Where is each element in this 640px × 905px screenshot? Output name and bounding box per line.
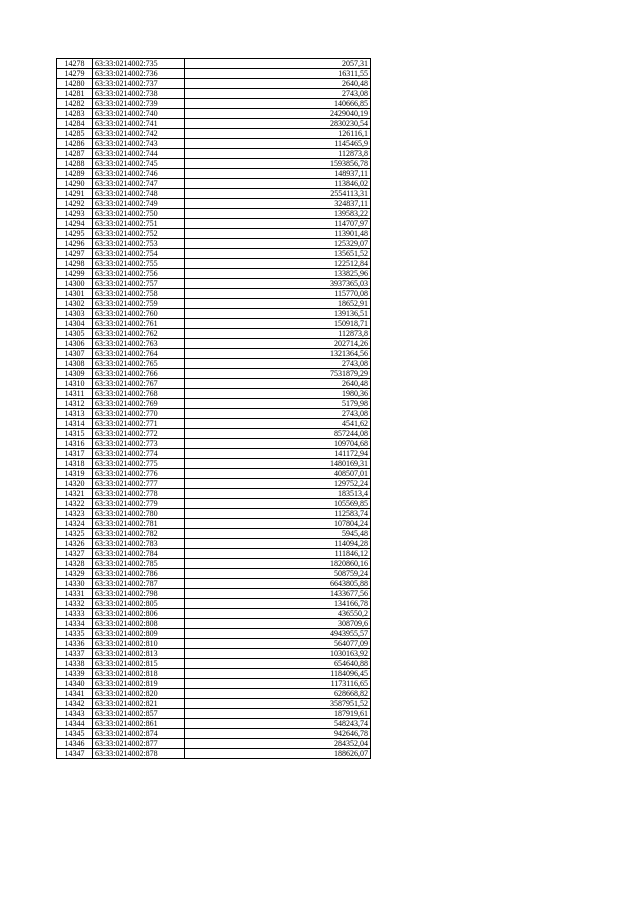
- table-row: [57, 379, 371, 389]
- table-row: [57, 659, 371, 669]
- row-number-cell: 14281: [57, 89, 93, 99]
- row-number-cell: 14285: [57, 129, 93, 139]
- cadastral-number-cell: 63:33:0214002:787: [93, 579, 185, 589]
- value-cell: 1321364,56: [185, 349, 371, 359]
- table-row: [57, 559, 371, 569]
- cadastral-value-table: [56, 58, 371, 759]
- table-row: [57, 639, 371, 649]
- value-cell: 284352,04: [185, 739, 371, 749]
- cadastral-number-cell: 63:33:0214002:754: [93, 249, 185, 259]
- row-number-cell: 14286: [57, 139, 93, 149]
- value-cell: 16311,55: [185, 69, 371, 79]
- cadastral-number-cell: 63:33:0214002:750: [93, 209, 185, 219]
- cadastral-number-cell: 63:33:0214002:749: [93, 199, 185, 209]
- cadastral-number-cell: 63:33:0214002:741: [93, 119, 185, 129]
- row-number-cell: 14326: [57, 539, 93, 549]
- row-number-cell: 14320: [57, 479, 93, 489]
- row-number-cell: 14283: [57, 109, 93, 119]
- value-cell: 112873,8: [185, 149, 371, 159]
- table-row: [57, 509, 371, 519]
- value-cell: 308709,6: [185, 619, 371, 629]
- row-number-cell: 14329: [57, 569, 93, 579]
- cadastral-number-cell: 63:33:0214002:781: [93, 519, 185, 529]
- value-cell: 148937,11: [185, 169, 371, 179]
- row-number-cell: 14343: [57, 709, 93, 719]
- table-row: [57, 449, 371, 459]
- table-row: [57, 169, 371, 179]
- cadastral-number-cell: 63:33:0214002:747: [93, 179, 185, 189]
- row-number-cell: 14316: [57, 439, 93, 449]
- row-number-cell: 14346: [57, 739, 93, 749]
- table-row: [57, 149, 371, 159]
- row-number-cell: 14293: [57, 209, 93, 219]
- cadastral-number-cell: 63:33:0214002:758: [93, 289, 185, 299]
- cadastral-number-cell: 63:33:0214002:861: [93, 719, 185, 729]
- value-cell: 107804,24: [185, 519, 371, 529]
- table-row: [57, 729, 371, 739]
- row-number-cell: 14291: [57, 189, 93, 199]
- table-row: [57, 499, 371, 509]
- table-row: [57, 459, 371, 469]
- value-cell: 2429040,19: [185, 109, 371, 119]
- row-number-cell: 14296: [57, 239, 93, 249]
- value-cell: 112583,74: [185, 509, 371, 519]
- cadastral-number-cell: 63:33:0214002:809: [93, 629, 185, 639]
- table-row: [57, 219, 371, 229]
- cadastral-number-cell: 63:33:0214002:770: [93, 409, 185, 419]
- table-row: [57, 699, 371, 709]
- row-number-cell: 14344: [57, 719, 93, 729]
- value-cell: 2554113,31: [185, 189, 371, 199]
- cadastral-number-cell: 63:33:0214002:756: [93, 269, 185, 279]
- row-number-cell: 14301: [57, 289, 93, 299]
- table-row: [57, 569, 371, 579]
- row-number-cell: 14298: [57, 259, 93, 269]
- cadastral-number-cell: 63:33:0214002:763: [93, 339, 185, 349]
- row-number-cell: 14290: [57, 179, 93, 189]
- row-number-cell: 14317: [57, 449, 93, 459]
- value-cell: 2830230,54: [185, 119, 371, 129]
- row-number-cell: 14292: [57, 199, 93, 209]
- row-number-cell: 14331: [57, 589, 93, 599]
- table-row: [57, 259, 371, 269]
- table-row: [57, 269, 371, 279]
- row-number-cell: 14278: [57, 59, 93, 69]
- table-row: [57, 349, 371, 359]
- table-row: [57, 79, 371, 89]
- table-row: [57, 429, 371, 439]
- cadastral-number-cell: 63:33:0214002:740: [93, 109, 185, 119]
- table-row: [57, 209, 371, 219]
- value-cell: 2743,08: [185, 89, 371, 99]
- cadastral-number-cell: 63:33:0214002:737: [93, 79, 185, 89]
- cadastral-number-cell: 63:33:0214002:748: [93, 189, 185, 199]
- value-cell: 6643805,88: [185, 579, 371, 589]
- table-row: [57, 439, 371, 449]
- value-cell: 1980,36: [185, 389, 371, 399]
- value-cell: 7531879,29: [185, 369, 371, 379]
- row-number-cell: 14333: [57, 609, 93, 619]
- value-cell: 1480169,31: [185, 459, 371, 469]
- row-number-cell: 14339: [57, 669, 93, 679]
- table-row: [57, 389, 371, 399]
- table-row: [57, 359, 371, 369]
- value-cell: 105569,85: [185, 499, 371, 509]
- cadastral-number-cell: 63:33:0214002:751: [93, 219, 185, 229]
- table-row: [57, 319, 371, 329]
- row-number-cell: 14341: [57, 689, 93, 699]
- table-row: [57, 749, 371, 759]
- row-number-cell: 14319: [57, 469, 93, 479]
- table-body: [57, 59, 371, 759]
- value-cell: 2640,48: [185, 379, 371, 389]
- value-cell: 141172,94: [185, 449, 371, 459]
- table-row: [57, 709, 371, 719]
- table-row: [57, 479, 371, 489]
- table-row: [57, 739, 371, 749]
- value-cell: 2743,08: [185, 409, 371, 419]
- value-cell: 187919,61: [185, 709, 371, 719]
- cadastral-number-cell: 63:33:0214002:810: [93, 639, 185, 649]
- table-row: [57, 339, 371, 349]
- value-cell: 150918,71: [185, 319, 371, 329]
- cadastral-number-cell: 63:33:0214002:745: [93, 159, 185, 169]
- value-cell: 114094,28: [185, 539, 371, 549]
- row-number-cell: 14335: [57, 629, 93, 639]
- row-number-cell: 14295: [57, 229, 93, 239]
- value-cell: 126116,1: [185, 129, 371, 139]
- row-number-cell: 14338: [57, 659, 93, 669]
- cadastral-number-cell: 63:33:0214002:736: [93, 69, 185, 79]
- table-row: [57, 599, 371, 609]
- table-row: [57, 489, 371, 499]
- cadastral-number-cell: 63:33:0214002:743: [93, 139, 185, 149]
- value-cell: 408507,01: [185, 469, 371, 479]
- value-cell: 1173116,65: [185, 679, 371, 689]
- cadastral-number-cell: 63:33:0214002:776: [93, 469, 185, 479]
- table-row: [57, 399, 371, 409]
- value-cell: 125329,07: [185, 239, 371, 249]
- table-row: [57, 289, 371, 299]
- row-number-cell: 14330: [57, 579, 93, 589]
- cadastral-number-cell: 63:33:0214002:785: [93, 559, 185, 569]
- cadastral-number-cell: 63:33:0214002:815: [93, 659, 185, 669]
- value-cell: 135651,52: [185, 249, 371, 259]
- table-row: [57, 629, 371, 639]
- row-number-cell: 14314: [57, 419, 93, 429]
- row-number-cell: 14305: [57, 329, 93, 339]
- cadastral-number-cell: 63:33:0214002:783: [93, 539, 185, 549]
- cadastral-number-cell: 63:33:0214002:772: [93, 429, 185, 439]
- table-row: [57, 419, 371, 429]
- value-cell: 134166,78: [185, 599, 371, 609]
- value-cell: 4943955,57: [185, 629, 371, 639]
- row-number-cell: 14340: [57, 679, 93, 689]
- value-cell: 111846,12: [185, 549, 371, 559]
- value-cell: 3937365,03: [185, 279, 371, 289]
- cadastral-number-cell: 63:33:0214002:777: [93, 479, 185, 489]
- cadastral-number-cell: 63:33:0214002:742: [93, 129, 185, 139]
- row-number-cell: 14322: [57, 499, 93, 509]
- value-cell: 140666,85: [185, 99, 371, 109]
- cadastral-number-cell: 63:33:0214002:874: [93, 729, 185, 739]
- cadastral-number-cell: 63:33:0214002:752: [93, 229, 185, 239]
- row-number-cell: 14337: [57, 649, 93, 659]
- table-row: [57, 719, 371, 729]
- row-number-cell: 14289: [57, 169, 93, 179]
- row-number-cell: 14297: [57, 249, 93, 259]
- value-cell: 3587951,52: [185, 699, 371, 709]
- cadastral-number-cell: 63:33:0214002:739: [93, 99, 185, 109]
- table-row: [57, 539, 371, 549]
- cadastral-number-cell: 63:33:0214002:762: [93, 329, 185, 339]
- table-row: [57, 279, 371, 289]
- cadastral-number-cell: 63:33:0214002:764: [93, 349, 185, 359]
- value-cell: 113846,02: [185, 179, 371, 189]
- table-row: [57, 549, 371, 559]
- cadastral-number-cell: 63:33:0214002:779: [93, 499, 185, 509]
- table-row: [57, 689, 371, 699]
- row-number-cell: 14347: [57, 749, 93, 759]
- value-cell: 436550,2: [185, 609, 371, 619]
- table-row: [57, 89, 371, 99]
- value-cell: 1820860,16: [185, 559, 371, 569]
- cadastral-number-cell: 63:33:0214002:761: [93, 319, 185, 329]
- cadastral-number-cell: 63:33:0214002:798: [93, 589, 185, 599]
- row-number-cell: 14287: [57, 149, 93, 159]
- row-number-cell: 14303: [57, 309, 93, 319]
- row-number-cell: 14308: [57, 359, 93, 369]
- row-number-cell: 14327: [57, 549, 93, 559]
- value-cell: 1433677,56: [185, 589, 371, 599]
- value-cell: 654640,88: [185, 659, 371, 669]
- table-row: [57, 609, 371, 619]
- value-cell: 857244,08: [185, 429, 371, 439]
- row-number-cell: 14312: [57, 399, 93, 409]
- row-number-cell: 14304: [57, 319, 93, 329]
- cadastral-number-cell: 63:33:0214002:786: [93, 569, 185, 579]
- row-number-cell: 14324: [57, 519, 93, 529]
- value-cell: 115770,08: [185, 289, 371, 299]
- table-row: [57, 519, 371, 529]
- value-cell: 5179,98: [185, 399, 371, 409]
- cadastral-number-cell: 63:33:0214002:768: [93, 389, 185, 399]
- row-number-cell: 14313: [57, 409, 93, 419]
- cadastral-number-cell: 63:33:0214002:784: [93, 549, 185, 559]
- table-row: [57, 679, 371, 689]
- cadastral-number-cell: 63:33:0214002:765: [93, 359, 185, 369]
- cadastral-number-cell: 63:33:0214002:819: [93, 679, 185, 689]
- cadastral-number-cell: 63:33:0214002:813: [93, 649, 185, 659]
- value-cell: 183513,4: [185, 489, 371, 499]
- value-cell: 139136,51: [185, 309, 371, 319]
- value-cell: 18652,91: [185, 299, 371, 309]
- table-row: [57, 369, 371, 379]
- cadastral-number-cell: 63:33:0214002:805: [93, 599, 185, 609]
- table-row: [57, 249, 371, 259]
- table-row: [57, 469, 371, 479]
- cadastral-number-cell: 63:33:0214002:878: [93, 749, 185, 759]
- value-cell: 2057,31: [185, 59, 371, 69]
- value-cell: 133825,96: [185, 269, 371, 279]
- row-number-cell: 14311: [57, 389, 93, 399]
- cadastral-number-cell: 63:33:0214002:759: [93, 299, 185, 309]
- row-number-cell: 14288: [57, 159, 93, 169]
- value-cell: 109704,68: [185, 439, 371, 449]
- row-number-cell: 14307: [57, 349, 93, 359]
- row-number-cell: 14318: [57, 459, 93, 469]
- row-number-cell: 14328: [57, 559, 93, 569]
- value-cell: 4541,62: [185, 419, 371, 429]
- table-row: [57, 409, 371, 419]
- table-row: [57, 159, 371, 169]
- value-cell: 188626,07: [185, 749, 371, 759]
- cadastral-number-cell: 63:33:0214002:820: [93, 689, 185, 699]
- row-number-cell: 14279: [57, 69, 93, 79]
- value-cell: 324837,11: [185, 199, 371, 209]
- table-row: [57, 59, 371, 69]
- cadastral-number-cell: 63:33:0214002:818: [93, 669, 185, 679]
- value-cell: 122512,84: [185, 259, 371, 269]
- cadastral-number-cell: 63:33:0214002:774: [93, 449, 185, 459]
- row-number-cell: 14300: [57, 279, 93, 289]
- table-row: [57, 139, 371, 149]
- value-cell: 564077,09: [185, 639, 371, 649]
- cadastral-number-cell: 63:33:0214002:806: [93, 609, 185, 619]
- row-number-cell: 14294: [57, 219, 93, 229]
- cadastral-number-cell: 63:33:0214002:760: [93, 309, 185, 319]
- cadastral-number-cell: 63:33:0214002:735: [93, 59, 185, 69]
- cadastral-number-cell: 63:33:0214002:773: [93, 439, 185, 449]
- cadastral-number-cell: 63:33:0214002:766: [93, 369, 185, 379]
- table-row: [57, 229, 371, 239]
- table-row: [57, 179, 371, 189]
- value-cell: 1593856,78: [185, 159, 371, 169]
- cadastral-number-cell: 63:33:0214002:767: [93, 379, 185, 389]
- cadastral-number-cell: 63:33:0214002:757: [93, 279, 185, 289]
- row-number-cell: 14321: [57, 489, 93, 499]
- table-row: [57, 329, 371, 339]
- table-row: [57, 669, 371, 679]
- row-number-cell: 14282: [57, 99, 93, 109]
- row-number-cell: 14345: [57, 729, 93, 739]
- value-cell: 113901,48: [185, 229, 371, 239]
- row-number-cell: 14332: [57, 599, 93, 609]
- value-cell: 139583,22: [185, 209, 371, 219]
- table-row: [57, 589, 371, 599]
- value-cell: 508759,24: [185, 569, 371, 579]
- cadastral-number-cell: 63:33:0214002:746: [93, 169, 185, 179]
- value-cell: 202714,26: [185, 339, 371, 349]
- value-cell: 1184096,45: [185, 669, 371, 679]
- table-row: [57, 239, 371, 249]
- row-number-cell: 14302: [57, 299, 93, 309]
- table-row: [57, 189, 371, 199]
- row-number-cell: 14334: [57, 619, 93, 629]
- cadastral-number-cell: 63:33:0214002:769: [93, 399, 185, 409]
- table-row: [57, 649, 371, 659]
- value-cell: 112873,8: [185, 329, 371, 339]
- row-number-cell: 14323: [57, 509, 93, 519]
- cadastral-number-cell: 63:33:0214002:738: [93, 89, 185, 99]
- table-row: [57, 69, 371, 79]
- value-cell: 2640,48: [185, 79, 371, 89]
- cadastral-number-cell: 63:33:0214002:877: [93, 739, 185, 749]
- table-row: [57, 309, 371, 319]
- row-number-cell: 14299: [57, 269, 93, 279]
- row-number-cell: 14309: [57, 369, 93, 379]
- value-cell: 114707,97: [185, 219, 371, 229]
- row-number-cell: 14280: [57, 79, 93, 89]
- value-cell: 628668,82: [185, 689, 371, 699]
- cadastral-number-cell: 63:33:0214002:753: [93, 239, 185, 249]
- cadastral-number-cell: 63:33:0214002:775: [93, 459, 185, 469]
- value-cell: 2743,08: [185, 359, 371, 369]
- cadastral-number-cell: 63:33:0214002:808: [93, 619, 185, 629]
- table-row: [57, 529, 371, 539]
- value-cell: 942646,78: [185, 729, 371, 739]
- table-row: [57, 579, 371, 589]
- value-cell: 1145465,9: [185, 139, 371, 149]
- value-cell: 1030163,92: [185, 649, 371, 659]
- row-number-cell: 14336: [57, 639, 93, 649]
- cadastral-number-cell: 63:33:0214002:744: [93, 149, 185, 159]
- table-row: [57, 99, 371, 109]
- value-cell: 129752,24: [185, 479, 371, 489]
- row-number-cell: 14306: [57, 339, 93, 349]
- table-row: [57, 129, 371, 139]
- cadastral-number-cell: 63:33:0214002:778: [93, 489, 185, 499]
- cadastral-number-cell: 63:33:0214002:857: [93, 709, 185, 719]
- row-number-cell: 14325: [57, 529, 93, 539]
- value-cell: 548243,74: [185, 719, 371, 729]
- table-row: [57, 619, 371, 629]
- row-number-cell: 14284: [57, 119, 93, 129]
- row-number-cell: 14310: [57, 379, 93, 389]
- cadastral-number-cell: 63:33:0214002:780: [93, 509, 185, 519]
- table-row: [57, 199, 371, 209]
- row-number-cell: 14315: [57, 429, 93, 439]
- table-row: [57, 299, 371, 309]
- cadastral-number-cell: 63:33:0214002:821: [93, 699, 185, 709]
- table-row: [57, 119, 371, 129]
- value-cell: 5945,48: [185, 529, 371, 539]
- row-number-cell: 14342: [57, 699, 93, 709]
- cadastral-number-cell: 63:33:0214002:782: [93, 529, 185, 539]
- cadastral-number-cell: 63:33:0214002:771: [93, 419, 185, 429]
- table-row: [57, 109, 371, 119]
- cadastral-number-cell: 63:33:0214002:755: [93, 259, 185, 269]
